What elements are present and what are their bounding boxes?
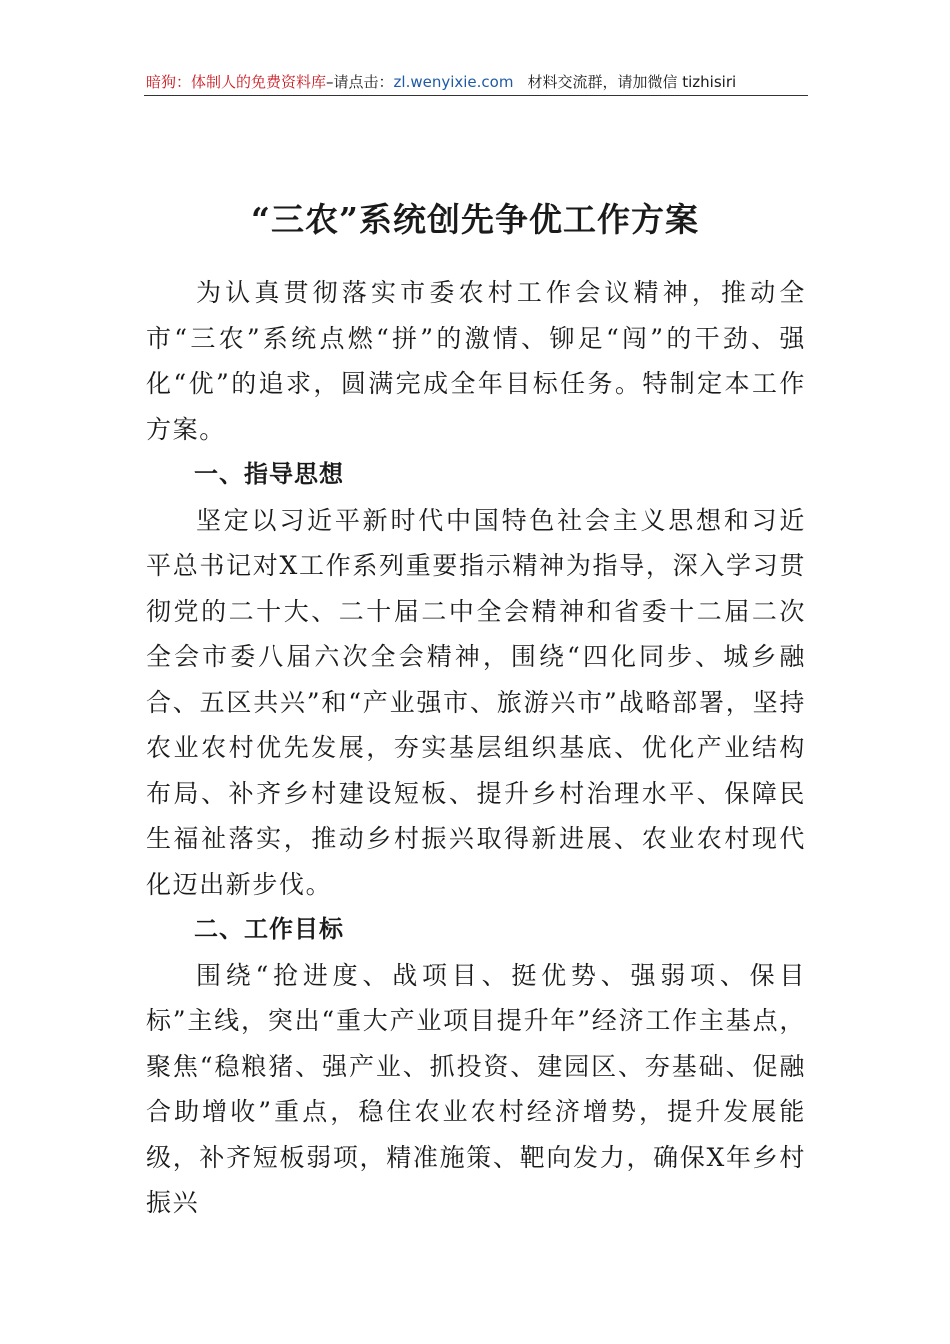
page-header [146, 70, 806, 94]
header-divider [144, 95, 808, 96]
section-paragraph-work-goals: 围绕“抢进度、战项目、挺优势、强弱项、保目标”主线，突出“重大产业项目提升年”经济工作主基点，聚焦“稳粮猪、强产业、抓投资、建园区、夯基础、促融合助增收”重点，稳住农业农村经济增势，提升发展能级，补齐短板弱项，精准施策、靶向发力，确保X年乡村振兴 [146, 960, 806, 1217]
document-body [146, 270, 806, 1226]
section-paragraph-guiding-ideology: 坚定以习近平新时代中国特色社会主义思想和习近平总书记对X工作系列重要指示精神为指导，深入学习贯彻党的二十大、二十届二中全会精神和省委十二届二次全会市委八届六次全会精神，围绕“四化同步、城乡融合、五区共兴”和“产业强市、旅游兴市”战略部署，坚持农业农村优先发展，夯实基层组织基底、优化产业结构布局、补齐乡村建设短板、提升乡村治理水平、保障民生福祉落实，推动乡村振兴取得新进展、农业农村现代化迈出新步伐。 [146, 505, 806, 899]
header-contact-text: 材料交流群，请加微信 tizhisiri [527, 73, 737, 91]
header-url-link[interactable]: zl.wenyixie.com [393, 73, 514, 91]
section-heading-work-goals: 二、工作目标 [194, 915, 344, 943]
intro-paragraph: 为认真贯彻落实市委农村工作会议精神，推动全市“三农”系统点燃“拼”的激情、铆足“闯”的干劲、强化“优”的追求，圆满完成全年目标任务。特制定本工作方案。 [146, 278, 806, 444]
header-promo-text: 暗狗：体制人的免费资料库 [146, 73, 327, 91]
section-heading-guiding-ideology: 一、指导思想 [194, 460, 344, 488]
document-title: “三农”系统创先争优工作方案 [251, 200, 699, 240]
header-click-prompt: –请点击： [326, 73, 394, 91]
